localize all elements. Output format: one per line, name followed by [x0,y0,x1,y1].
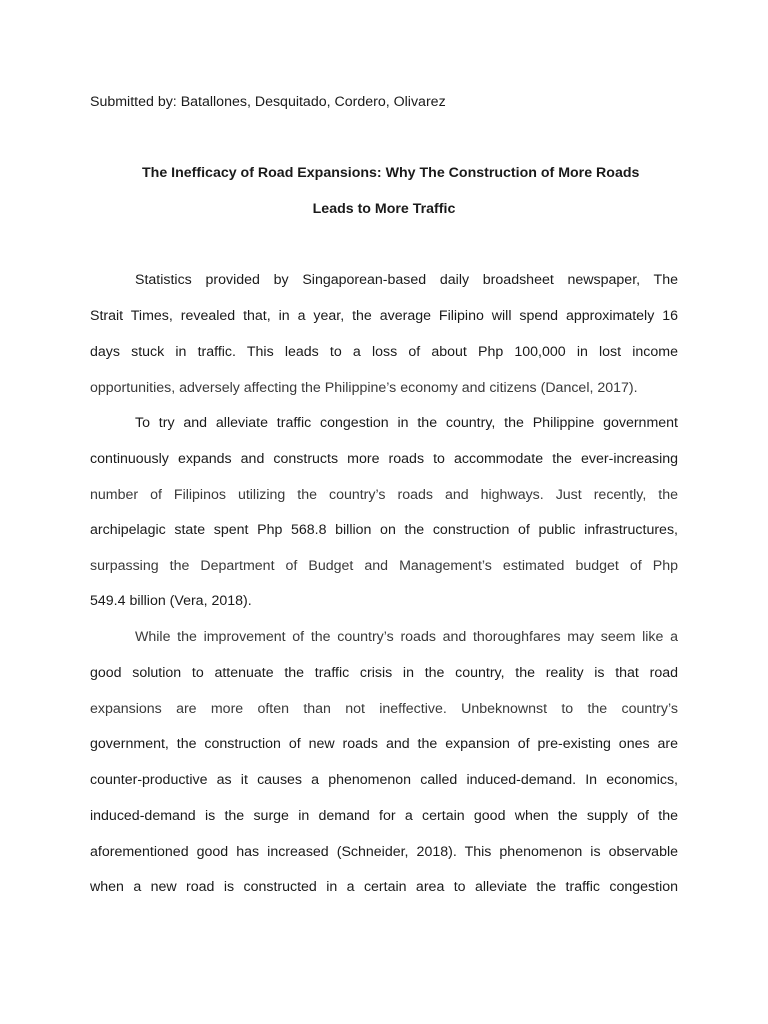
paragraph-2-line-6: 549.4 billion (Vera, 2018). [90,593,252,609]
paragraph-2-line-2: continuously expands and constructs more roads to accommodate the ever-increasing [90,451,678,467]
title-line-2: Leads to More Traffic [312,201,456,217]
paragraph-3-line-5: counter-productive as it causes a phenomenon called induced-demand. In economics, [90,772,678,788]
submitted-by-line: Submitted by: Batallones, Desquitado, Cordero, Olivarez [90,94,446,110]
paragraph-3-line-2: good solution to attenuate the traffic crisis in the country, the reality is that road [90,665,678,681]
title-line-1: The Inefficacy of Road Expansions: Why The Construction of More Roads [142,165,640,181]
paragraph-3-line-6: induced-demand is the surge in demand for a certain good when the supply of the [90,808,678,824]
paragraph-2-line-3: number of Filipinos utilizing the country’s roads and highways. Just recently, the [90,487,678,503]
paragraph-1-line-1: Statistics provided by Singaporean-based daily broadsheet newspaper, The [135,272,678,288]
paragraph-1-line-2: Strait Times, revealed that, in a year, the average Filipino will spend approximately 16 [90,308,678,324]
paragraph-3-line-7: aforementioned good has increased (Schneider, 2018). This phenomenon is observable [90,844,678,860]
paragraph-3-line-4: government, the construction of new roads and the expansion of pre-existing ones are [90,736,678,752]
paragraph-3-line-1: While the improvement of the country’s roads and thoroughfares may seem like a [135,629,678,645]
paragraph-2-line-5: surpassing the Department of Budget and Management’s estimated budget of Php [90,558,678,574]
paragraph-3-line-8: when a new road is constructed in a certain area to alleviate the traffic congestion [90,879,678,895]
paragraph-3-line-3: expansions are more often than not ineffective. Unbeknownst to the country’s [90,701,678,717]
paragraph-1-line-3: days stuck in traffic. This leads to a loss of about Php 100,000 in lost income [90,344,678,360]
paragraph-2-line-4: archipelagic state spent Php 568.8 billion on the construction of public infrastructures, [90,522,678,538]
paragraph-2-line-1: To try and alleviate traffic congestion in the country, the Philippine government [135,415,678,431]
paragraph-1-line-4: opportunities, adversely affecting the Philippine’s economy and citizens (Dancel, 2017). [90,380,638,396]
